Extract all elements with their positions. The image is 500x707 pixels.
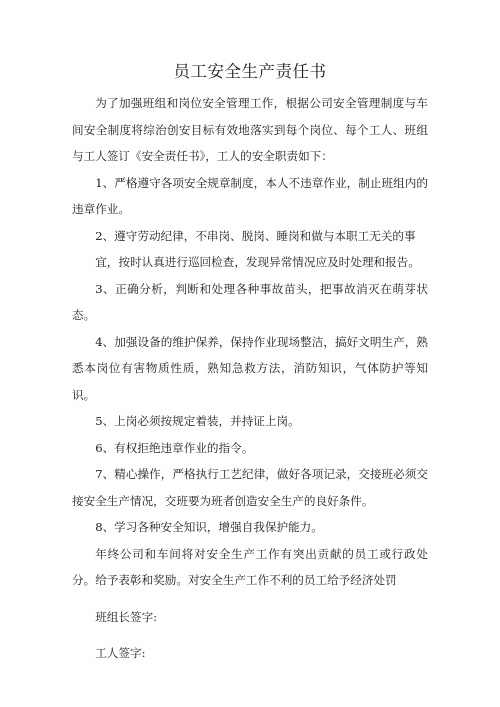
- duty-item-1: 1、严格遵守各项安全规章制度，本人不违章作业，制止班组内的违章作业。: [72, 175, 428, 216]
- document-title: 员工安全生产责任书: [173, 62, 327, 81]
- intro-paragraph: 为了加强班组和岗位安全管理工作，根据公司安全管理制度与车间安全制度将综治创安目标有效地落实到每个岗位、每个工人、班组与工人签订《安全责任书》，工人的安全职责如下：: [72, 96, 428, 163]
- duty-item-6: 6、有权拒绝违章作业的指令。: [95, 440, 254, 455]
- duty-item-2-continued: 宜，按时认真进行巡回检查，发现异常情况应及时处理和报告。: [95, 255, 420, 269]
- duty-item-4: 4、加强设备的维护保养，保持作业现场整洁，搞好文明生产，熟悉本岗位有害物质性质，熟知急救方法，消防知识，气体防护等知识。: [72, 334, 428, 402]
- duty-item-5: 5、上岗必须按规定着装，并持证上岗。: [95, 414, 300, 428]
- duty-item-7: 7、精心操作，严格执行工艺纪律，做好各项记录，交接班必须交接安全生产情况，交班要为班者创造安全生产的良好条件。: [72, 467, 428, 508]
- duty-item-3: 3、正确分析，判断和处理各种事故苗头，把事故消灭在萌芽状态。: [72, 281, 428, 322]
- worker-signature-label: 工人签字:: [95, 646, 146, 660]
- duty-item-2: 2、遵守劳动纪律，不串岗、脱岗、睡岗和做与本职工无关的事: [95, 228, 416, 243]
- closing-paragraph: 年终公司和车间将对安全生产工作有突出贡献的员工或行政处分。给予表彰和奖励。对安全生产工作不利的员工给予经济处罚: [72, 546, 428, 587]
- leader-signature-label: 班组长签字:: [95, 609, 158, 624]
- duty-item-8: 8、学习各种安全知识，增强自我保护能力。: [95, 520, 323, 534]
